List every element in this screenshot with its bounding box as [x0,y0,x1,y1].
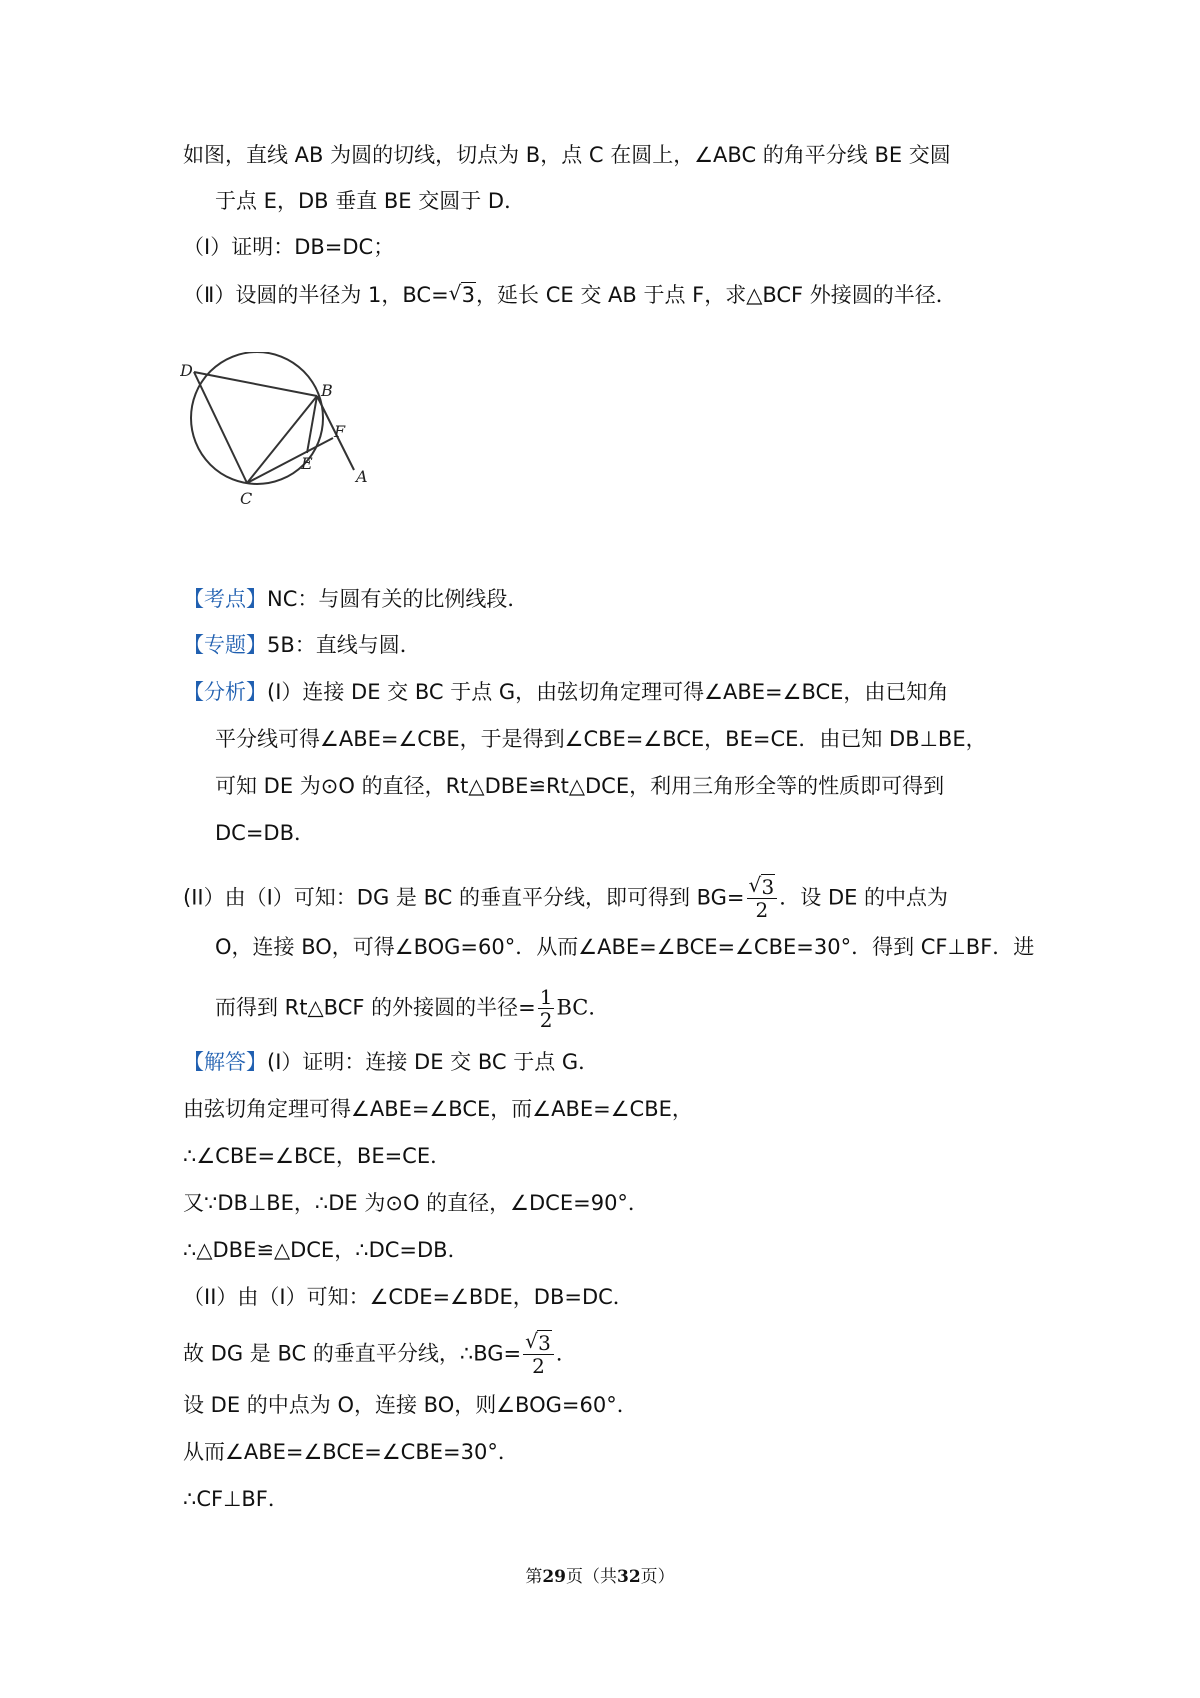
label-D: D [180,361,193,380]
kaodian-tag: 【考点】 [183,587,267,611]
jieda-text-1: (I）证明：连接 DE 交 BC 于点 G． [267,1050,600,1074]
fraction-denominator: 2 [532,1354,545,1378]
fenxi-text-7a: 而得到 Rt△BCF 的外接圆的半径= [215,995,536,1020]
page-footer [0,1562,1200,1587]
problem-part-2-text-a: （Ⅱ）设圆的半径为 1，BC= [183,283,449,307]
fenxi-line-3: 可知 DE 为⊙O 的直径，Rt△DBE≌Rt△DCE，利用三角形全等的性质即可得到 [215,774,945,798]
label-E: E [301,454,313,473]
problem-line-1: 如图，直线 AB 为圆的切线，切点为 B，点 C 在圆上，∠ABC 的角平分线 BE 交圆 [183,143,951,167]
fraction-sqrt3-over-2: √ 3 2 [747,876,778,921]
fraction-denominator: 2 [755,898,769,922]
zhuanti-line [183,630,421,660]
footer-mid: 页（共 [566,1567,617,1587]
problem-line-2: 于点 E，DB 垂直 BE 交圆于 D． [215,189,526,213]
footer-pre: 第 [525,1567,543,1587]
jieda-tag: 【解答】 [183,1050,267,1074]
label-A: A [356,467,368,486]
jieda-text-7a: 故 DG 是 BC 的垂直平分线，∴BG= [183,1341,522,1366]
jieda-line-2: 由弦切角定理可得∠ABE=∠BCE，而∠ABE=∠CBE， [183,1097,693,1121]
fraction-1-over-2 [538,986,555,1031]
fraction-numerator: 3 [761,875,775,899]
sqrt-expression: √ 3 [448,281,476,307]
kaodian-text: NC：与圆有关的比例线段． [267,587,529,611]
fenxi-text-5b: ．设 DE 的中点为 [779,885,949,910]
fenxi-tag: 【分析】 [183,680,267,704]
label-B: B [321,381,333,400]
zhuanti-tag: 【专题】 [183,633,267,657]
kaodian-line [183,584,528,614]
fenxi-text-7c: ． [588,995,610,1020]
fenxi-line-6: O，连接 BO，可得∠BOG=60°．从而∠ABE=∠BCE=∠CBE=30°．得到 CF⊥BF．进 [215,935,1035,959]
jieda-line-6: （II）由（I）可知：∠CDE=∠BDE，DB=DC． [183,1285,634,1309]
jieda-line-5: ∴△DBE≌△DCE，∴DC=DB． [183,1238,469,1262]
fenxi-line-7 [215,986,609,1031]
jieda-line-1 [183,1047,599,1077]
segment-DC [194,372,247,483]
fenxi-text-7b: BC [556,995,589,1020]
fraction-numerator: 3 [538,1331,551,1355]
fenxi-line-2: 平分线可得∠ABE=∠CBE，于是得到∠CBE=∠BCE，BE=CE．由已知 DB⊥BE， [215,727,987,751]
fraction-numerator: 1 [539,985,553,1009]
segment-BE [307,396,317,453]
problem-part-2 [183,280,957,310]
jieda-line-3: ∴∠CBE=∠BCE，BE=CE． [183,1144,452,1168]
problem-part-2-text-b: ，延长 CE 交 AB 于点 F，求△BCF 外接圆的半径． [476,283,957,307]
fenxi-text-5a: (II）由（I）可知：DG 是 BC 的垂直平分线，即可得到 BG= [183,885,745,910]
label-C: C [240,489,253,508]
jieda-line-9: 从而∠ABE=∠BCE=∠CBE=30°． [183,1440,519,1464]
jieda-line-4: 又∵DB⊥BE，∴DE 为⊙O 的直径，∠DCE=90°． [183,1191,649,1215]
fraction-sqrt3-over-2: √ 3 2 [523,1332,554,1377]
jieda-line-7 [183,1329,577,1378]
footer-total-pages: 32 [617,1567,641,1587]
fenxi-line-4: DC=DB． [215,821,316,845]
zhuanti-text: 5B：直线与圆． [267,633,421,657]
segment-DB [194,372,317,396]
footer-page-number: 29 [542,1567,566,1587]
jieda-text-7b: ． [555,1341,577,1366]
geometry-figure [180,352,390,522]
fenxi-line-1 [183,677,948,707]
footer-post: 页） [640,1567,675,1587]
fraction-denominator: 2 [539,1008,553,1032]
problem-part-1: （Ⅰ）证明：DB=DC； [183,235,395,259]
jieda-line-10: ∴CF⊥BF． [183,1487,289,1511]
fenxi-text-1: (I）连接 DE 交 BC 于点 G，由弦切角定理可得∠ABE=∠BCE，由已知角 [267,680,949,704]
jieda-line-8: 设 DE 的中点为 O，连接 BO，则∠BOG=60°． [183,1393,638,1417]
fenxi-line-5 [183,873,949,922]
label-F: F [334,422,346,441]
sqrt-radicand: 3 [461,283,476,307]
